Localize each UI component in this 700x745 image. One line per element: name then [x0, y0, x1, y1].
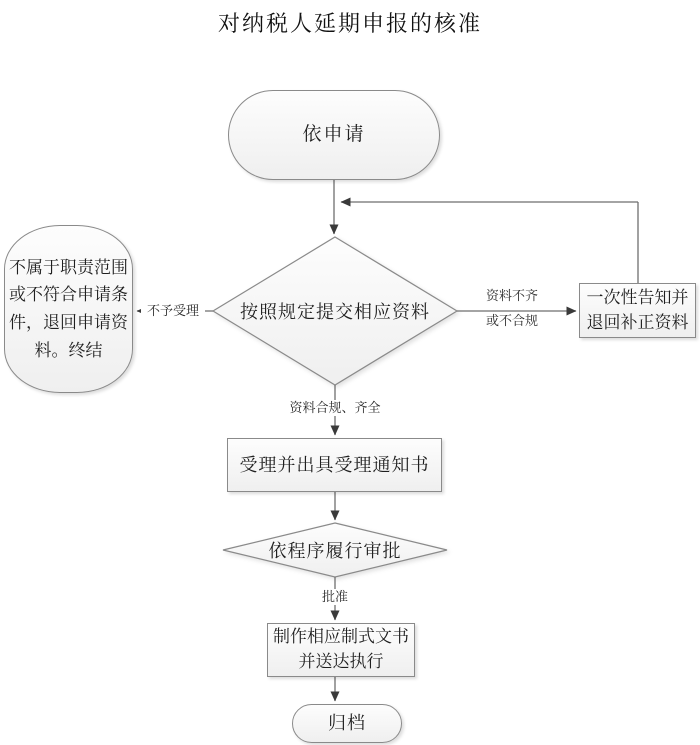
- node-accept-notice-process: [227, 438, 442, 492]
- node-archive-label: 归档: [328, 713, 366, 733]
- edge-label-approved: 批准: [317, 589, 353, 605]
- node-make-documents-label: 制作相应制式文书并送达执行: [273, 627, 409, 671]
- edge-label-materials-incomplete-line2: 或不合规: [485, 313, 538, 328]
- node-accept-notice-label: 受理并出具受理通知书: [239, 454, 430, 475]
- node-archive-terminator: [292, 704, 402, 743]
- node-start-terminator: [228, 90, 440, 180]
- node-notify-return-label: 一次性告知并退回补正资料: [586, 287, 689, 332]
- node-make-documents-process: [267, 623, 415, 677]
- node-notify-return-process: [579, 283, 696, 338]
- decision-approval-label: 依程序履行审批: [268, 541, 402, 561]
- page-title: 对纳税人延期申报的核准: [217, 11, 482, 36]
- node-start-label: 依申请: [302, 123, 366, 145]
- node-reject-terminator: [4, 225, 133, 393]
- decision-submit-materials-label: 按照规定提交相应资料: [240, 302, 430, 322]
- edge-label-not-accepted: 不予受理: [141, 303, 205, 319]
- edge-label-materials-compliant: 资料合规、齐全: [278, 400, 392, 416]
- edge-label-materials-incomplete-line1: 资料不齐: [485, 288, 538, 303]
- node-reject-label: 不属于职责范围或不符合申请条件，退回申请资料。终结: [9, 257, 128, 360]
